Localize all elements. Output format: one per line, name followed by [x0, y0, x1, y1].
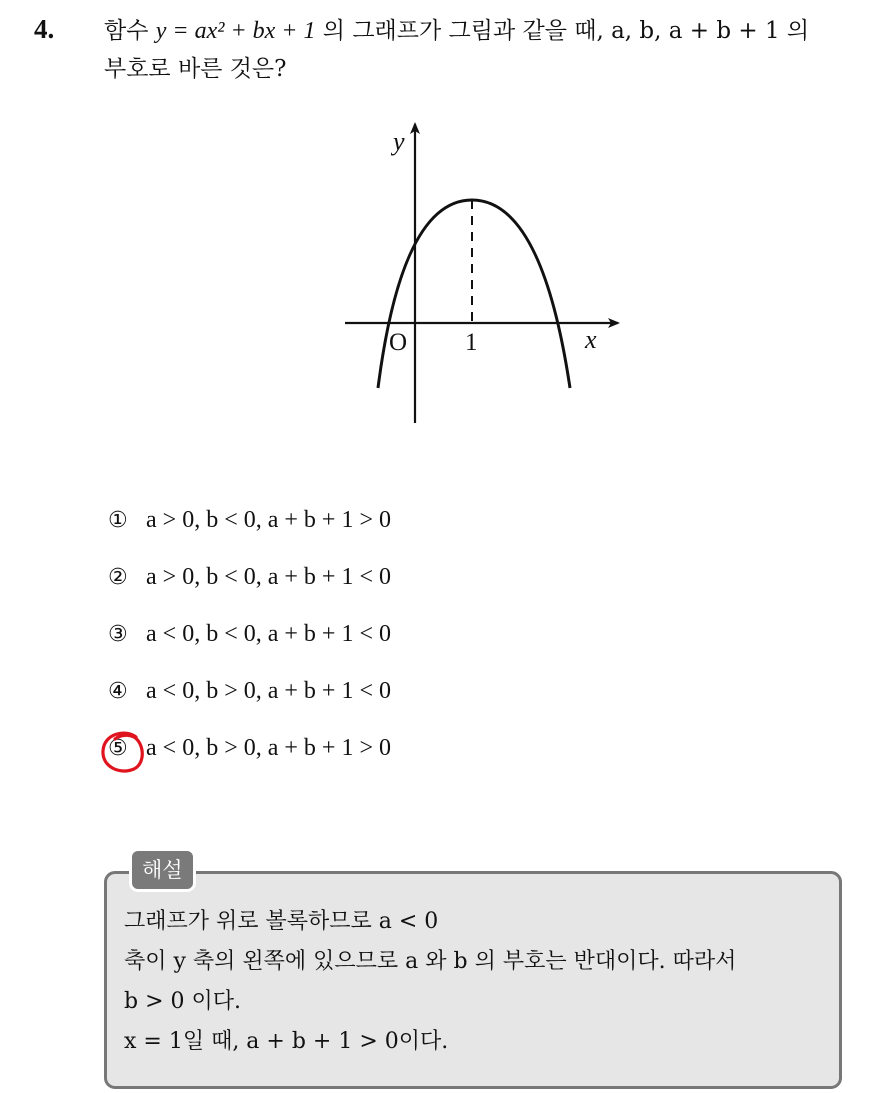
question-line-1-post: 의 그래프가 그림과 같을 때, a, b, a + b + 1 의: [315, 18, 810, 44]
choice-3[interactable]: [108, 621, 391, 678]
parabola-curve: [378, 200, 570, 388]
x-axis-label: x: [585, 325, 597, 354]
choice-expression: a > 0, b < 0, a + b + 1 < 0: [146, 564, 391, 590]
question-line-2: 부호로 바른 것은?: [104, 56, 287, 82]
choice-number: ②: [108, 565, 128, 590]
choice-expression: a < 0, b < 0, a + b + 1 < 0: [146, 621, 391, 647]
vertex-x-label: 1: [465, 329, 478, 356]
choice-number: ①: [108, 508, 128, 533]
question-line-1: [104, 12, 874, 50]
solution-line-3: b > 0 이다.: [124, 989, 241, 1014]
answer-choices: [108, 507, 391, 792]
choice-number: ③: [108, 622, 128, 647]
function-expression: y = ax² + bx + 1: [155, 18, 316, 44]
question-line-1-pre: 함수: [104, 18, 156, 44]
origin-label: O: [389, 329, 408, 356]
solution-tag: 해설: [129, 848, 196, 892]
choice-2[interactable]: [108, 564, 391, 621]
choice-number: ⑤: [108, 736, 128, 761]
solution-line-1: 그래프가 위로 볼록하므로 a < 0: [124, 909, 439, 934]
question-number: 4.: [34, 14, 55, 44]
choice-5[interactable]: [108, 735, 391, 792]
choice-expression: a < 0, b > 0, a + b + 1 > 0: [146, 735, 391, 761]
choice-expression: a < 0, b > 0, a + b + 1 < 0: [146, 678, 391, 704]
parabola-graph: [335, 118, 625, 428]
question-text: [104, 12, 874, 88]
solution-text: [124, 902, 834, 1062]
choice-expression: a > 0, b < 0, a + b + 1 > 0: [146, 507, 391, 533]
choice-number: ④: [108, 679, 128, 704]
choice-4[interactable]: [108, 678, 391, 735]
y-axis-label: y: [393, 127, 405, 156]
solution-line-2: 축이 y 축의 왼쪽에 있으므로 a 와 b 의 부호는 반대이다. 따라서: [124, 949, 737, 974]
solution-line-4: x = 1일 때, a + b + 1 > 0이다.: [124, 1029, 449, 1054]
choice-1[interactable]: [108, 507, 391, 564]
